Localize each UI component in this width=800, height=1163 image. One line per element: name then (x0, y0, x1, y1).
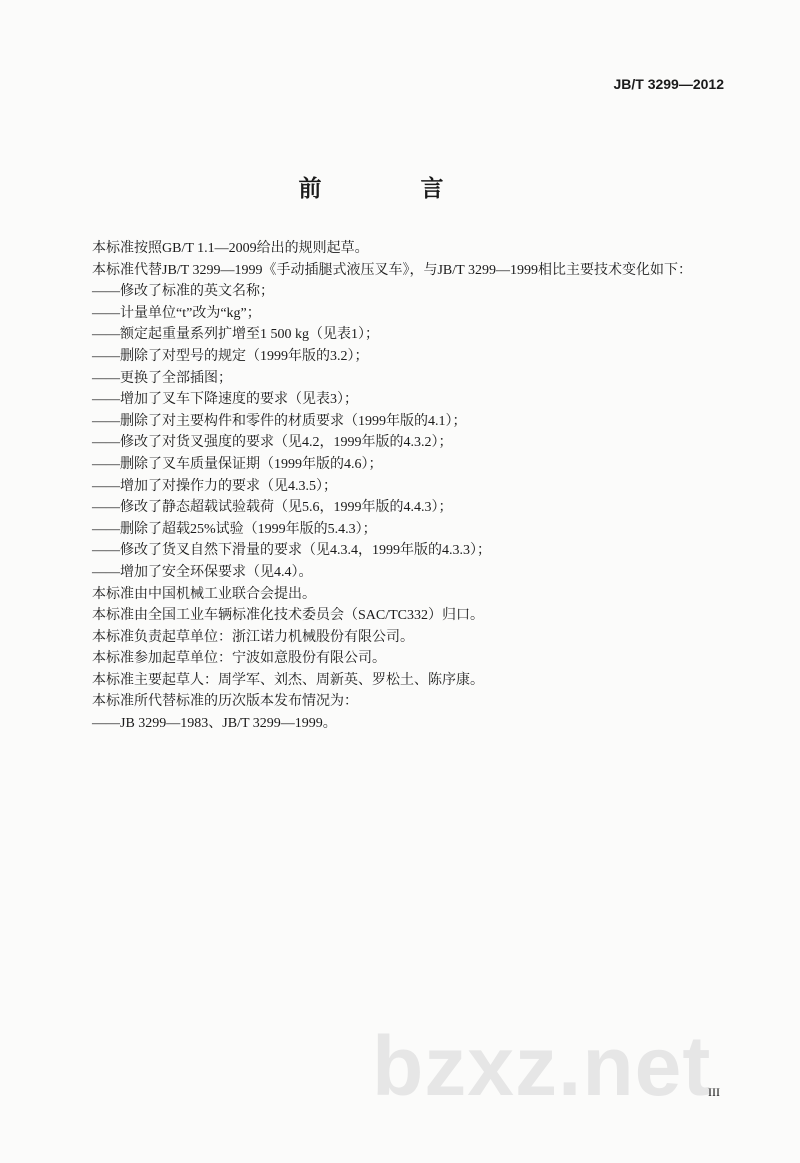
page-number: III (708, 1085, 720, 1099)
paragraph: 本标准由中国机械工业联合会提出。 (92, 586, 316, 602)
change-list-item: ——修改了货叉自然下滑量的要求（见4.3.4，1999年版的4.3.3）； (92, 543, 491, 559)
paragraph: 本标准参加起草单位：宁波如意股份有限公司。 (92, 651, 386, 667)
foreword-body (92, 238, 742, 735)
change-list-item: ——额定起重量系列扩增至1 500 kg（见表1）； (92, 327, 379, 343)
change-list-item: ——JB 3299—1983、JB/T 3299—1999。 (92, 716, 337, 732)
paragraph: 本标准代替JB/T 3299—1999《手动插腿式液压叉车》，与JB/T 3299—1999相比主要技术变化如下： (92, 262, 692, 278)
change-list-item: ——删除了叉车质量保证期（1999年版的4.6）； (92, 456, 383, 472)
paragraph: 本标准按照GB/T 1.1—2009给出的规则起草。 (92, 241, 369, 256)
change-list-item: ——删除了超载25%试验（1999年版的5.4.3）； (92, 521, 377, 537)
change-list-item: ——增加了对操作力的要求（见4.3.5）； (92, 478, 337, 494)
change-list-item: ——增加了安全环保要求（见4.4）。 (92, 564, 313, 580)
paragraph: 本标准由全国工业车辆标准化技术委员会（SAC/TC332）归口。 (92, 608, 485, 624)
watermark: bzxz.net (372, 1019, 712, 1113)
change-list-item: ——更换了全部插图； (92, 370, 232, 386)
change-list-item: ——修改了标准的英文名称； (92, 284, 274, 300)
change-list-item: ——增加了叉车下降速度的要求（见表3）； (92, 392, 358, 408)
change-list-item: ——修改了对货叉强度的要求（见4.2，1999年版的4.3.2）； (92, 435, 453, 451)
change-list-item: ——删除了对主要构件和零件的材质要求（1999年版的4.1）； (92, 413, 467, 429)
paragraph: 本标准主要起草人：周学军、刘杰、周新英、罗松土、陈序康。 (92, 672, 484, 688)
paragraph: 本标准所代替标准的历次版本发布情况为： (92, 694, 358, 710)
change-list-item: ——计量单位“t”改为“kg”； (92, 305, 261, 321)
paragraph: 本标准负责起草单位：浙江诺力机械股份有限公司。 (92, 629, 414, 645)
page-title: 前 言 (298, 176, 482, 201)
change-list-item: ——删除了对型号的规定（1999年版的3.2）； (92, 348, 369, 364)
change-list-item: ——修改了静态超载试验载荷（见5.6，1999年版的4.4.3）； (92, 500, 453, 516)
standard-number: JB/T 3299—2012 (613, 76, 724, 92)
